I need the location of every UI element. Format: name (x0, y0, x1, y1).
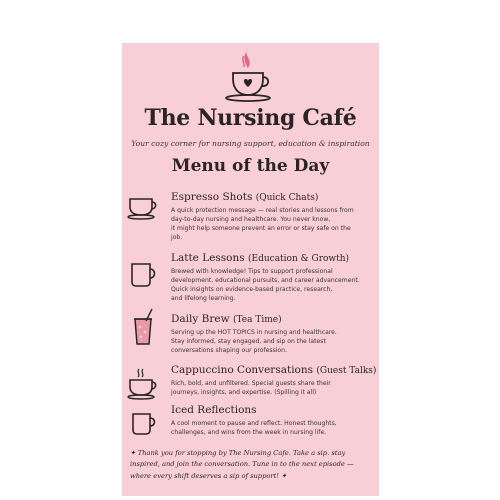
thank-you-note (130, 448, 375, 482)
latte-cup-icon (126, 260, 160, 290)
desc-line: it might help someone prevent an error or stay safe on the (171, 224, 351, 232)
espresso-cup-icon (126, 191, 160, 221)
item-subtitle: (Guest Talks) (316, 366, 377, 376)
item-name: Daily Brew (171, 313, 230, 325)
item-subtitle: (Education & Growth) (248, 254, 350, 264)
item-description (171, 420, 377, 438)
desc-line: Brewed with knowledge! Tips to support professional (171, 268, 333, 275)
footer-line: inspired, and join the conversation. Tune in to the next episode — (130, 460, 354, 469)
desc-line: A quick protection message — real stories and lessons from (171, 207, 354, 214)
desc-line: development, educational pursuits, and career advancement. (171, 276, 360, 284)
desc-line: Quick insights on evidence-based practice, research, (171, 285, 333, 293)
item-name: Iced Reflections (171, 404, 257, 416)
desc-line: Serving up the HOT TOPICS in nursing and healthcare. (171, 329, 337, 336)
menu-heading: Menu of the Day (171, 156, 330, 176)
desc-line: Rich, bold, and unfiltered. Special guests share their (171, 380, 331, 387)
item-description (171, 380, 377, 398)
iced-tea-glass-icon (126, 307, 160, 347)
desc-line: A cool moment to pause and reflect. Honest thoughts, (171, 420, 337, 427)
desc-line: day-to-day nursing and healthcare. You never know, (171, 215, 331, 223)
menu-card (122, 43, 379, 496)
desc-line: challenges, and wins from the week in nursing life. (171, 428, 327, 436)
item-description (171, 207, 377, 243)
desc-line: conversations shaping our profession. (171, 346, 287, 354)
item-description (171, 268, 377, 304)
item-name: Espresso Shots (171, 191, 253, 203)
desc-line: Stay informed, stay engaged, and sip on the latest (171, 337, 326, 345)
desc-line: job. (171, 233, 183, 241)
iced-coffee-cup-icon (126, 408, 160, 438)
footer-line: where every shift deserves a sip of support! ✦ (130, 471, 287, 480)
footer-line: ✦ Thank you for stopping by The Nursing Cafe. Take a sip. stay (130, 449, 346, 457)
cappuccino-cup-icon (126, 367, 160, 401)
item-subtitle: (Quick Chats) (255, 193, 319, 203)
page-title: The Nursing Café (144, 105, 357, 131)
item-name: Cappuccino Conversations (171, 364, 314, 376)
item-description (171, 329, 377, 356)
desc-line: and lifelong learning. (171, 294, 236, 302)
coffee-cup-heart-icon (218, 46, 278, 104)
desc-line: journeys, insights, and expertise. (Spilling it all) (171, 388, 317, 396)
item-name: Latte Lessons (171, 252, 245, 264)
tagline: Your cozy corner for nursing support, education & inspiration (131, 139, 370, 148)
item-subtitle: (Tea Time) (232, 315, 282, 325)
